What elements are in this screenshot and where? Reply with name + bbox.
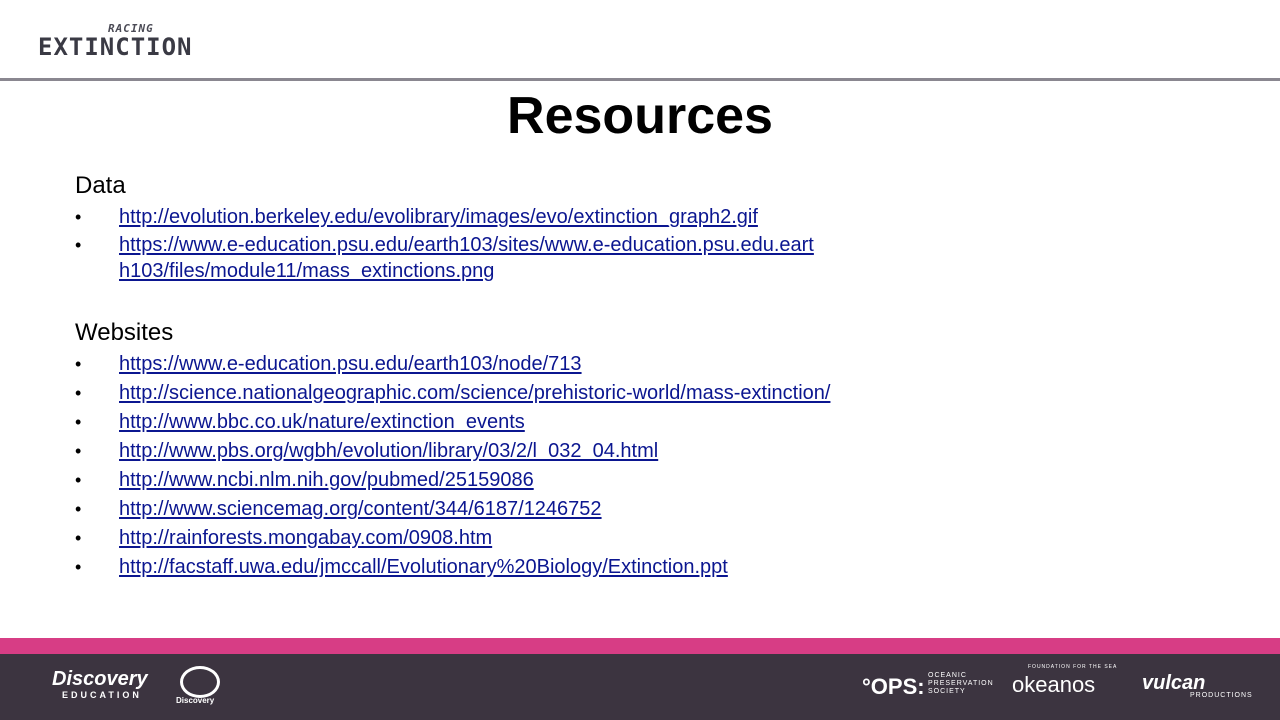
footer-accent-stripe (0, 638, 1280, 654)
list-item (75, 553, 830, 582)
discovery-d-logo-icon (180, 666, 220, 698)
bullet: • (75, 557, 82, 577)
list-item (75, 232, 819, 284)
vulcan-subtext: PRODUCTIONS (1190, 692, 1253, 699)
bullet: • (75, 412, 82, 432)
data-link-1[interactable]: http://evolution.berkeley.edu/evolibrary/images/evo/extinction_graph2.gif (119, 206, 758, 228)
okeanos-tagline: FOUNDATION FOR THE SEA (1028, 664, 1118, 670)
bullet: • (75, 470, 82, 490)
website-link-1[interactable]: https://www.e-education.psu.edu/earth103/node/713 (119, 353, 582, 375)
vulcan-logo: vulcan (1142, 672, 1206, 694)
list-item (75, 203, 819, 232)
list-item (75, 437, 830, 466)
data-link-2[interactable]: https://www.e-education.psu.edu/earth103/sites/www.e-education.psu.edu.earth103/files/module11/mass_extinctions.png (119, 234, 814, 282)
data-heading: Data (75, 172, 126, 199)
bullet: • (75, 499, 82, 519)
bullet: • (75, 235, 82, 255)
website-link-8[interactable]: http://facstaff.uwa.edu/jmccall/Evolutionary%20Biology/Extinction.ppt (119, 556, 728, 578)
bullet: • (75, 207, 82, 227)
discovery-education-logo: Discovery (52, 668, 148, 690)
discovery-education-subtext: EDUCATION (62, 690, 142, 700)
okeanos-logo: okeanos (1012, 672, 1096, 697)
header (0, 0, 1280, 80)
footer (0, 654, 1280, 720)
list-item (75, 524, 830, 553)
websites-link-list (75, 350, 830, 582)
ops-subtext: OCEANIC PRESERVATION SOCIETY (928, 672, 994, 695)
list-item (75, 466, 830, 495)
list-item (75, 495, 830, 524)
website-link-5[interactable]: http://www.ncbi.nlm.nih.gov/pubmed/25159086 (119, 469, 534, 491)
bullet: • (75, 383, 82, 403)
list-item (75, 408, 830, 437)
discovery-badge-text: Discovery (176, 696, 215, 705)
website-link-2[interactable]: http://science.nationalgeographic.com/science/prehistoric-world/mass-extinction/ (119, 382, 831, 404)
page-title: Resources (507, 87, 773, 145)
logo-racing-text: RACING (108, 22, 154, 35)
website-link-3[interactable]: http://www.bbc.co.uk/nature/extinction_events (119, 411, 525, 433)
logo-extinction-text: EXTINCTION (38, 33, 193, 61)
list-item (75, 379, 830, 408)
header-divider (0, 78, 1280, 81)
bullet: • (75, 354, 82, 374)
ops-logo: °OPS: (862, 674, 925, 699)
list-item (75, 350, 830, 379)
website-link-4[interactable]: http://www.pbs.org/wgbh/evolution/library/03/2/l_032_04.html (119, 440, 659, 462)
bullet: • (75, 528, 82, 548)
website-link-7[interactable]: http://rainforests.mongabay.com/0908.htm (119, 527, 493, 549)
bullet: • (75, 441, 82, 461)
websites-heading: Websites (75, 319, 174, 346)
data-link-list (75, 203, 819, 284)
website-link-6[interactable]: http://www.sciencemag.org/content/344/6187/1246752 (119, 498, 602, 520)
